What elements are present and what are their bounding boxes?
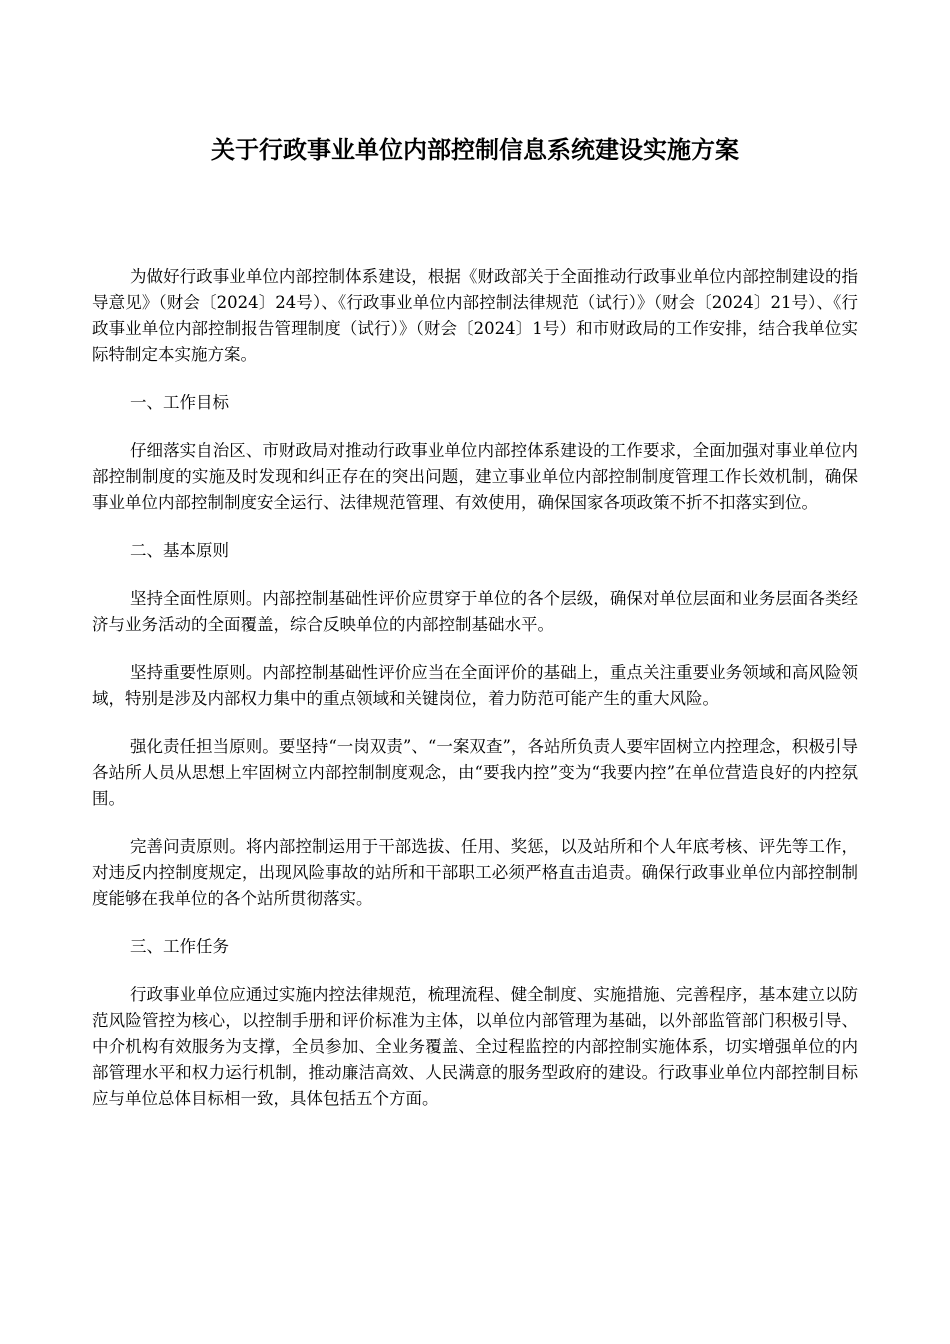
section-heading-goals: 一、工作目标 <box>130 393 229 412</box>
principle-responsibility: 强化责任担当原则。要坚持“一岗双责”、“一案双查”，各站所负责人要牢固树立内控理念，积极引导各站所人员从思想上牢固树立内部控制制度观念，由“要我内控”变为“我要内控”在单位营造良好的内控氛围。 <box>92 737 858 808</box>
principle-importance: 坚持重要性原则。内部控制基础性评价应当在全面评价的基础上，重点关注重要业务领域和高风险领域，特别是涉及内部权力集中的重点领域和关键岗位，着力防范可能产生的重大风险。 <box>92 663 858 708</box>
document-title: 关于行政事业单位内部控制信息系统建设实施方案 <box>211 135 739 164</box>
principle-comprehensiveness: 坚持全面性原则。内部控制基础性评价应贯穿于单位的各个层级，确保对单位层面和业务层面各类经济与业务活动的全面覆盖，综合反映单位的内部控制基础水平。 <box>92 589 858 634</box>
document-body <box>92 264 858 1134</box>
section-heading-principles: 二、基本原则 <box>130 541 229 560</box>
section-body-goals: 仔细落实自治区、市财政局对推动行政事业单位内部控体系建设的工作要求，全面加强对事业单位内部控制制度的实施及时发现和纠正存在的突出问题，建立事业单位内部控制制度管理工作长效机制，确保事业单位内部控制制度安全运行、法律规范管理、有效使用，确保国家各项政策不折不扣落实到位。 <box>92 441 858 512</box>
intro-paragraph: 为做好行政事业单位内部控制体系建设，根据《财政部关于全面推动行政事业单位内部控制建设的指导意见》（财会〔2024〕24号）、《行政事业单位内部控制法律规范（试行）》（财会〔2024〕21号）、《行政事业单位内部控制报告管理制度（试行）》（财会〔2024〕1号）和市财政局的工作安排，结合我单位实际特制定本实施方案。 <box>92 267 858 364</box>
section-body-tasks: 行政事业单位应通过实施内控法律规范，梳理流程、健全制度、实施措施、完善程序，基本建立以防范风险管控为核心，以控制手册和评价标准为主体，以单位内部管理为基础，以外部监管部门积极引导、中介机构有效服务为支撑，全员参加、全业务覆盖、全过程监控的内部控制实施体系，切实增强单位的内部管理水平和权力运行机制，推动廉洁高效、人民满意的服务型政府的建设。行政事业单位内部控制目标应与单位总体目标相一致，具体包括五个方面。 <box>92 985 858 1108</box>
principle-accountability: 完善问责原则。将内部控制运用于干部选拔、任用、奖惩，以及站所和个人年底考核、评先等工作，对违反内控制度规定，出现风险事故的站所和干部职工必须严格直击追责。确保行政事业单位内部控制制度能够在我单位的各个站所贯彻落实。 <box>92 837 858 908</box>
section-heading-tasks: 三、工作任务 <box>130 937 229 956</box>
